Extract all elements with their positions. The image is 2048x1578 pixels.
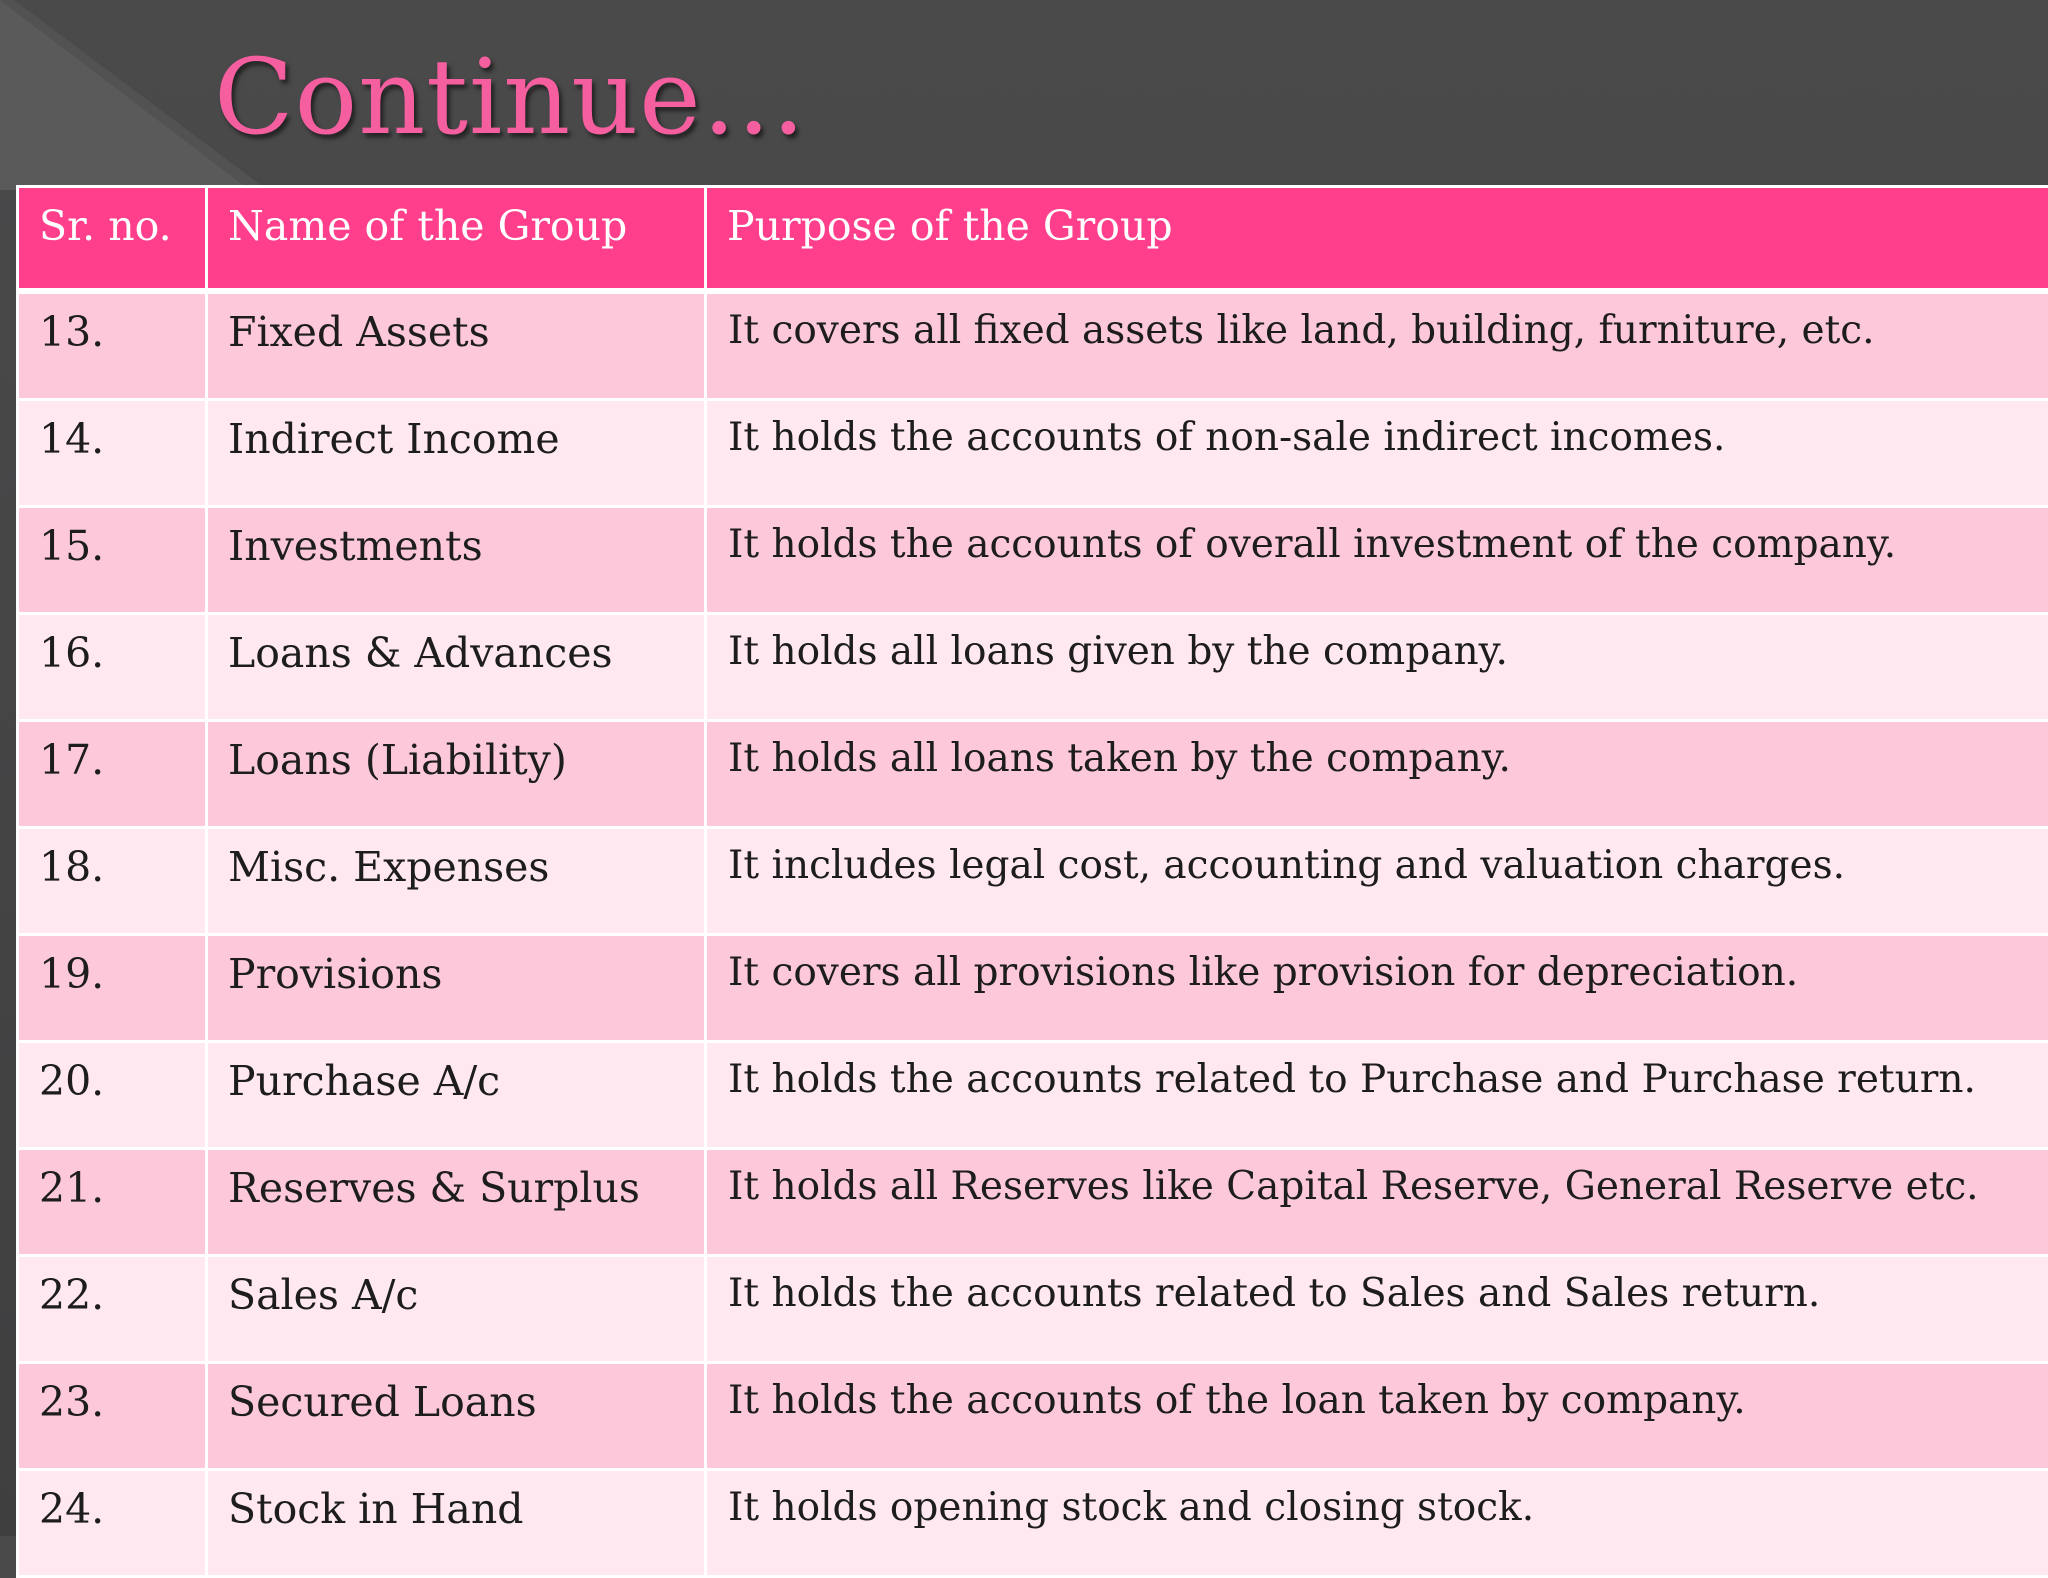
table-row — [18, 1149, 2048, 1256]
cell-group-name: Loans (Liability) — [207, 721, 706, 828]
cell-sr-no: 21. — [18, 1149, 207, 1256]
cell-group-name: Secured Loans — [207, 1363, 706, 1470]
cell-group-purpose: It holds all loans taken by the company. — [706, 721, 2048, 828]
cell-sr-no: 23. — [18, 1363, 207, 1470]
table-row — [18, 721, 2048, 828]
cell-sr-no: 13. — [18, 291, 207, 400]
cell-group-purpose: It holds the accounts of the loan taken by company. — [706, 1363, 2048, 1470]
cell-sr-no: 20. — [18, 1042, 207, 1149]
table-row — [18, 1256, 2048, 1363]
cell-sr-no: 22. — [18, 1256, 207, 1363]
cell-group-name: Purchase A/c — [207, 1042, 706, 1149]
header-group-purpose: Purpose of the Group — [706, 187, 2048, 292]
cell-group-purpose: It holds all Reserves like Capital Reserve, General Reserve etc. — [706, 1149, 2048, 1256]
cell-sr-no: 16. — [18, 614, 207, 721]
table-row — [18, 507, 2048, 614]
cell-group-name: Investments — [207, 507, 706, 614]
cell-sr-no: 24. — [18, 1470, 207, 1577]
table-header-row — [18, 187, 2048, 292]
cell-group-purpose: It includes legal cost, accounting and valuation charges. — [706, 828, 2048, 935]
header-sr-no: Sr. no. — [18, 187, 207, 292]
groups-table — [16, 185, 2048, 1578]
cell-group-purpose: It holds all loans given by the company. — [706, 614, 2048, 721]
table-row — [18, 1363, 2048, 1470]
header-group-name: Name of the Group — [207, 187, 706, 292]
cell-group-name: Misc. Expenses — [207, 828, 706, 935]
cell-group-purpose: It holds the accounts of overall investment of the company. — [706, 507, 2048, 614]
cell-group-name: Reserves & Surplus — [207, 1149, 706, 1256]
cell-sr-no: 17. — [18, 721, 207, 828]
table-row — [18, 828, 2048, 935]
cell-group-name: Fixed Assets — [207, 291, 706, 400]
table-row — [18, 400, 2048, 507]
cell-sr-no: 15. — [18, 507, 207, 614]
cell-group-purpose: It holds opening stock and closing stock. — [706, 1470, 2048, 1577]
cell-group-name: Sales A/c — [207, 1256, 706, 1363]
cell-group-purpose: It holds the accounts of non-sale indirect incomes. — [706, 400, 2048, 507]
table-row — [18, 935, 2048, 1042]
table-row — [18, 1042, 2048, 1149]
cell-group-name: Indirect Income — [207, 400, 706, 507]
table-row — [18, 1470, 2048, 1577]
table-row — [18, 291, 2048, 400]
slide-title: Continue… — [214, 40, 807, 154]
cell-sr-no: 19. — [18, 935, 207, 1042]
cell-group-purpose: It covers all provisions like provision for depreciation. — [706, 935, 2048, 1042]
cell-group-name: Provisions — [207, 935, 706, 1042]
cell-group-purpose: It holds the accounts related to Purchase and Purchase return. — [706, 1042, 2048, 1149]
cell-sr-no: 18. — [18, 828, 207, 935]
cell-group-name: Stock in Hand — [207, 1470, 706, 1577]
cell-sr-no: 14. — [18, 400, 207, 507]
cell-group-name: Loans & Advances — [207, 614, 706, 721]
cell-group-purpose: It holds the accounts related to Sales and Sales return. — [706, 1256, 2048, 1363]
table-row — [18, 614, 2048, 721]
cell-group-purpose: It covers all fixed assets like land, building, furniture, etc. — [706, 291, 2048, 400]
